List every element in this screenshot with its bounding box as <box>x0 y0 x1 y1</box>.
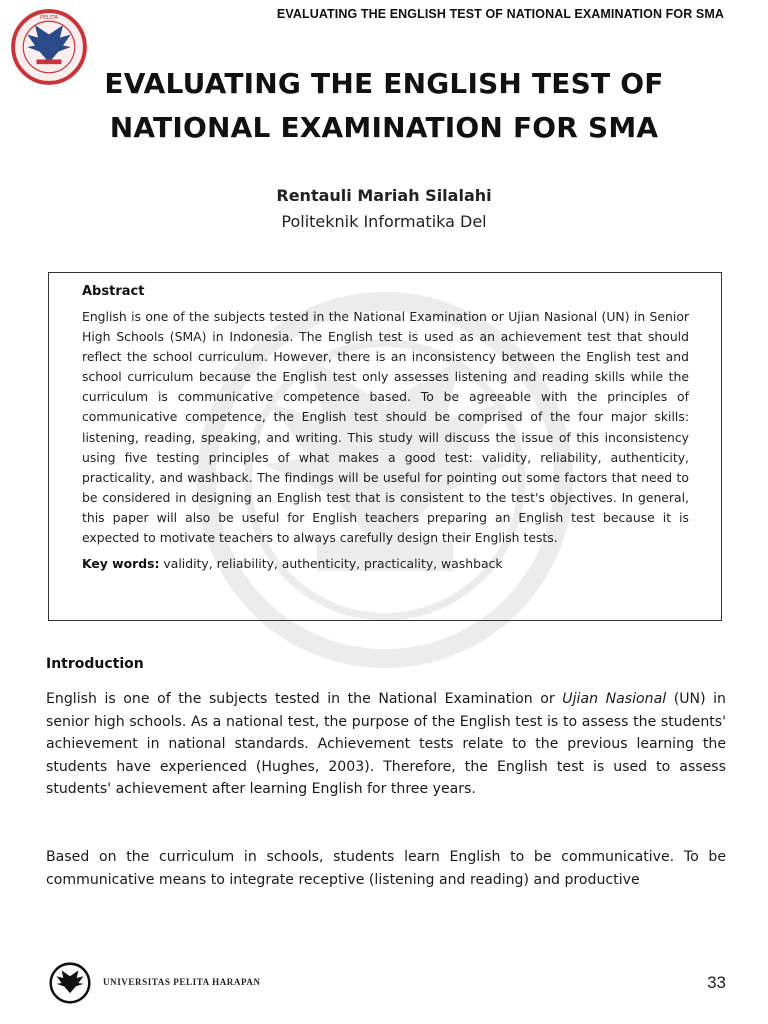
keywords-list: validity, reliability, authenticity, practicality, washback <box>163 556 503 572</box>
introduction-heading: Introduction <box>46 656 144 672</box>
introduction-paragraph-1 <box>46 688 726 801</box>
keywords-label: Key words: <box>82 556 160 572</box>
abstract-heading: Abstract <box>82 284 145 299</box>
svg-text:PELITA: PELITA <box>39 14 59 21</box>
title-line-1: EVALUATING THE ENGLISH TEST OF <box>104 67 664 100</box>
p1-text-after: (UN) in senior high schools. As a national test, the purpose of the English test is to assess the students' achievement in national standards. Achievement tests relate to the previous learning the students have experienced (Hughes, 2003). Therefore, the English test is used to assess students' achievement after learning English for three years. <box>46 691 726 798</box>
p1-text-before: English is one of the subjects tested in the National Examination or <box>46 691 563 707</box>
eagle-icon <box>48 962 92 1004</box>
author-affiliation: Politeknik Informatika Del <box>281 212 487 231</box>
abstract-box <box>48 272 722 621</box>
running-head: EVALUATING THE ENGLISH TEST OF NATIONAL EXAMINATION FOR SMA <box>276 7 724 21</box>
keywords <box>82 556 689 571</box>
p1-italic-term: Ujian Nasional <box>562 691 667 707</box>
footer-university: UNIVERSITAS PELITA HARAPAN <box>103 977 261 987</box>
abstract-text: English is one of the subjects tested in the National Examination or Ujian Nasional (UN) in Senior High Schools (SMA) in Indonesia. The English test is used as an achievement test that should reflect the school curriculum. However, there is an inconsistency between the English test and school curriculum because the English test only assesses listening and reading skills while the curriculum is communicative competence based. To be agreeable with the principles of communicative competence, the English test should be comprised of the four major skills: listening, reading, speaking, and writing. This study will discuss the issue of this inconsistency using five testing principles of what makes a good test: validity, reliability, authenticity, practicality, and washback. The findings will be useful for pointing out some factors that need to be considered in designing an English test that is consistent to the test's objectives. In general, this paper will also be useful for English teachers preparing an English test because it is expected to motivate teachers to always carefully design their English tests. <box>82 309 689 546</box>
paper-title <box>60 62 708 150</box>
title-line-2: NATIONAL EXAMINATION FOR SMA <box>109 111 659 144</box>
author-name: Rentauli Mariah Silalahi <box>276 186 492 205</box>
introduction-paragraph-2: Based on the curriculum in schools, students learn English to be communicative. To be communicative means to integrate receptive (listening and reading) and productive <box>46 849 726 888</box>
page-number: 33 <box>707 973 726 992</box>
